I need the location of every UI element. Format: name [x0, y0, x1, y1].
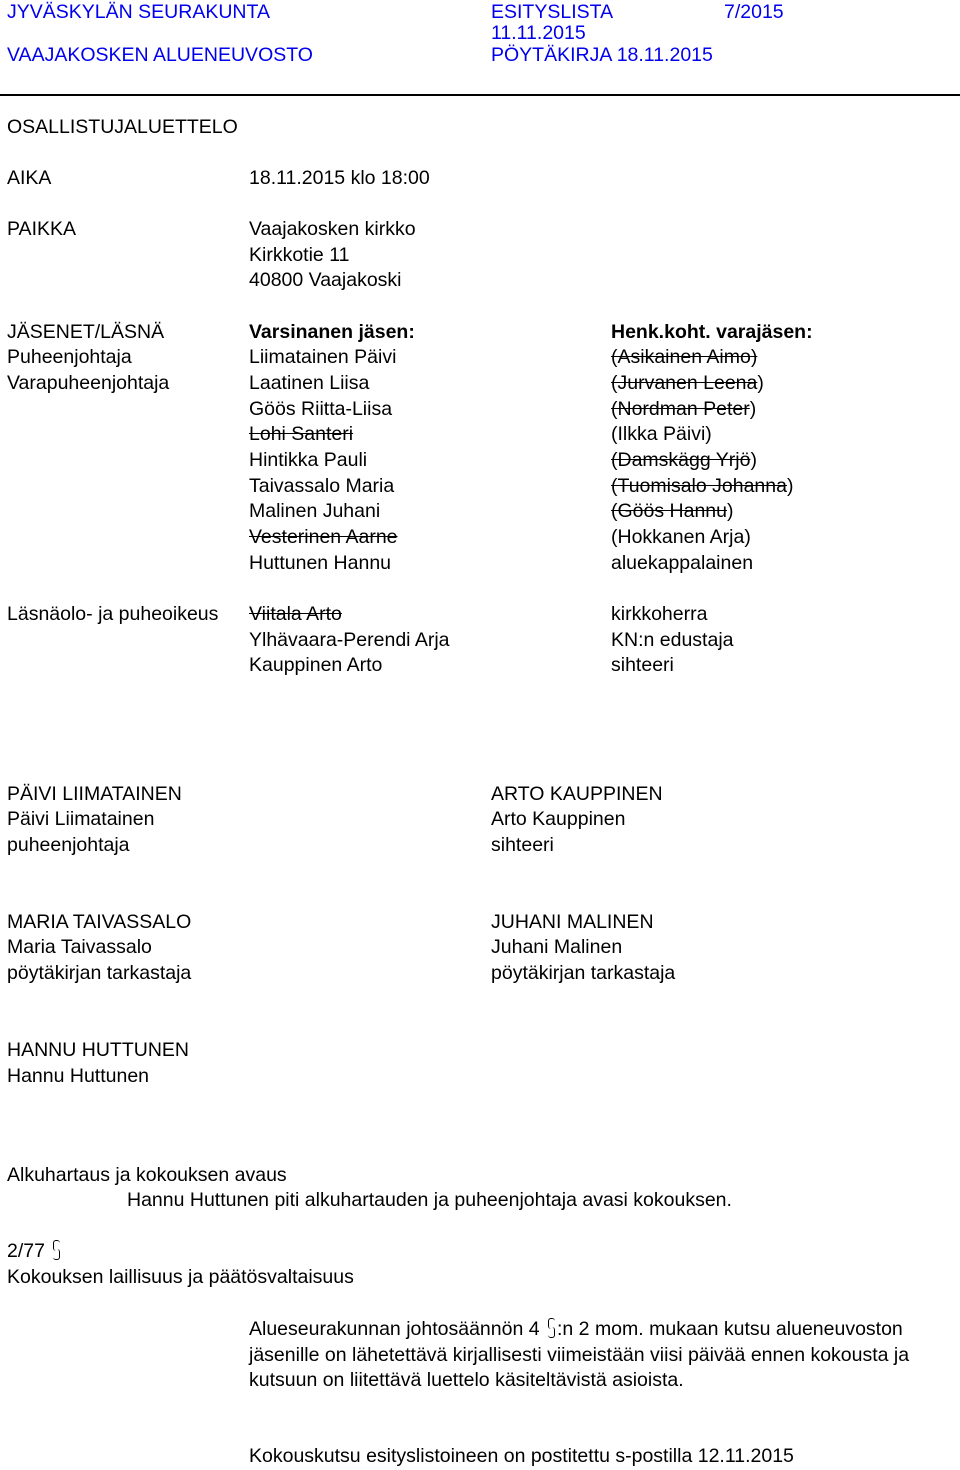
section-sign-icon [53, 1239, 60, 1261]
signature-role: puheenjohtaja [7, 834, 130, 856]
deputy-name: Hokkanen Arja [617, 526, 745, 548]
opening-text: Hannu Huttunen piti alkuhartauden ja puheenjohtaja avasi kokouksen. [127, 1189, 732, 1211]
time-label: AIKA [7, 167, 52, 189]
deputy-entry: (Nordman Peter) [611, 398, 757, 420]
deputy-entry: (Jurvanen Leena) [611, 372, 764, 394]
header-divider [0, 94, 960, 96]
member-column-header: Varsinanen jäsen: [249, 321, 415, 343]
header-agenda-date: 11.11.2015 [491, 22, 586, 44]
member-name: Göös Riitta-Liisa [249, 398, 393, 420]
signature-caps-name: JUHANI MALINEN [491, 911, 654, 933]
header-org: JYVÄSKYLÄN SEURAKUNTA [7, 1, 270, 23]
attendee-name: Viitala Arto [249, 603, 342, 625]
header-page-number: 7/2015 [724, 1, 784, 23]
header-minutes-label: PÖYTÄKIRJA 18.11.2015 [491, 44, 713, 66]
signature-role: pöytäkirjan tarkastaja [7, 962, 192, 984]
place-line: Kirkkotie 11 [249, 244, 350, 266]
signature-role: sihteeri [491, 834, 554, 856]
deputy-column-header: Henk.koht. varajäsen: [611, 321, 813, 343]
signature-name: Maria Taivassalo [7, 936, 152, 958]
attendee-name: Kauppinen Arto [249, 654, 383, 676]
page-title: OSALLISTUJALUETTELO [7, 116, 238, 138]
member-name: Huttunen Hannu [249, 552, 392, 574]
member-name: Taivassalo Maria [249, 475, 395, 497]
attendee-role: kirkkoherra [611, 603, 708, 625]
deputy-entry: (Ilkka Päivi) [611, 423, 712, 445]
deputy-name: Tuomisalo Johanna [617, 475, 787, 497]
signature-role: pöytäkirjan tarkastaja [491, 962, 676, 984]
section-paragraph-text: :n 2 mom. mukaan kutsu alueneuvoston jäsenille on lähetettävä kirjallisesti viimeistään viisi päivää ennen kokousta ja kutsuun on liitettävä luettelo käsiteltävistä asioista. [249, 1318, 910, 1392]
signature-caps-name: HANNU HUTTUNEN [7, 1039, 189, 1061]
deputy-entry: (Tuomisalo Johanna) [611, 475, 794, 497]
opening-heading: Alkuhartaus ja kokouksen avaus [7, 1164, 287, 1186]
invitation-note: Kokouskutsu esityslistoineen on postitettu s-postilla 12.11.2015 [249, 1445, 794, 1467]
members-label: JÄSENET/LÄSNÄ [7, 321, 165, 343]
signature-name: Arto Kauppinen [491, 808, 626, 830]
member-role: Varapuheenjohtaja [7, 372, 170, 394]
signature-name: Hannu Huttunen [7, 1065, 150, 1087]
member-name: Lohi Santeri [249, 423, 354, 445]
signature-caps-name: MARIA TAIVASSALO [7, 911, 192, 933]
header-unit: VAAJAKOSKEN ALUENEUVOSTO [7, 44, 313, 66]
time-value: 18.11.2015 klo 18:00 [249, 167, 430, 189]
deputy-name: Damskägg Yrjö [617, 449, 751, 471]
signature-name: Päivi Liimatainen [7, 808, 155, 830]
signature-caps-name: PÄIVI LIIMATAINEN [7, 783, 182, 805]
section-heading: Kokouksen laillisuus ja päätösvaltaisuus [7, 1266, 354, 1288]
attendee-role: sihteeri [611, 654, 674, 676]
section-paragraph [249, 1317, 939, 1394]
attendee-role: KN:n edustaja [611, 629, 734, 651]
section-sign-icon [548, 1317, 555, 1339]
section-number-text: 2/77 [7, 1240, 45, 1262]
header-doc-type: ESITYSLISTA [491, 1, 614, 23]
place-line: Vaajakosken kirkko [249, 218, 416, 240]
member-name: Liimatainen Päivi [249, 346, 397, 368]
member-role: Puheenjohtaja [7, 346, 132, 368]
deputy-entry: aluekappalainen [611, 552, 754, 574]
deputy-entry: (Damskägg Yrjö) [611, 449, 757, 471]
deputy-entry: (Göös Hannu) [611, 500, 734, 522]
section-number [7, 1239, 62, 1265]
attendance-label: Läsnäolo- ja puheoikeus [7, 603, 219, 625]
signature-name: Juhani Malinen [491, 936, 623, 958]
deputy-entry: (Hokkanen Arja) [611, 526, 751, 548]
signature-caps-name: ARTO KAUPPINEN [491, 783, 663, 805]
section-paragraph-text: Alueseurakunnan johtosäännön 4 [249, 1318, 540, 1340]
member-name: Vesterinen Aarne [249, 526, 398, 548]
deputy-name: Asikainen Aimo [617, 346, 751, 368]
member-name: Malinen Juhani [249, 500, 381, 522]
attendee-name: Ylhävaara-Perendi Arja [249, 629, 450, 651]
deputy-name: Jurvanen Leena [617, 372, 758, 394]
deputy-name: Nordman Peter [617, 398, 750, 420]
deputy-name: Ilkka Päivi [617, 423, 706, 445]
member-name: Laatinen Liisa [249, 372, 370, 394]
deputy-name: Göös Hannu [617, 500, 727, 522]
place-line: 40800 Vaajakoski [249, 269, 402, 291]
place-label: PAIKKA [7, 218, 77, 240]
deputy-entry: (Asikainen Aimo) [611, 346, 758, 368]
member-name: Hintikka Pauli [249, 449, 368, 471]
